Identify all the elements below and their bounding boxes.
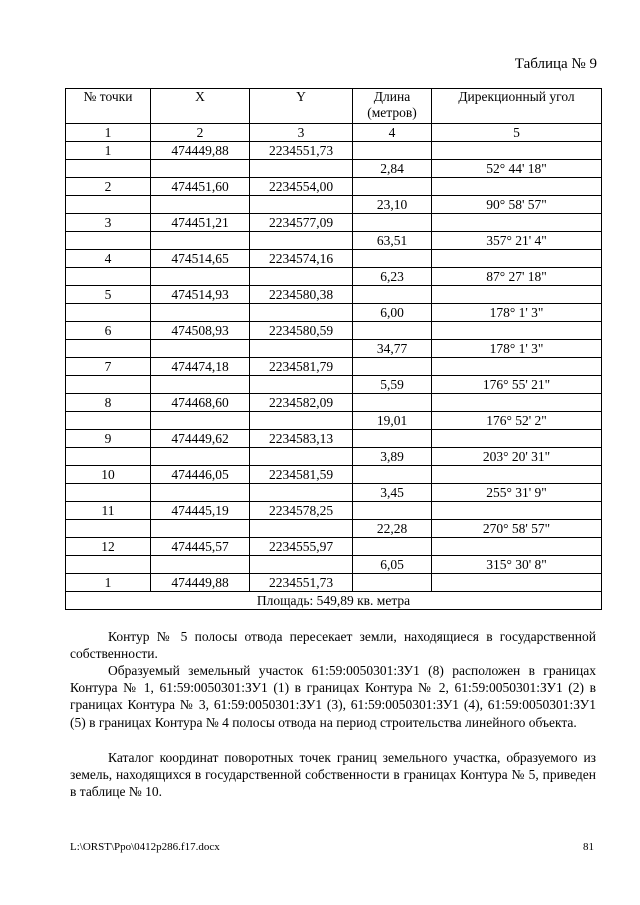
empty-cell <box>432 322 602 340</box>
point-number: 11 <box>66 502 151 520</box>
empty-cell <box>66 448 151 466</box>
point-number: 9 <box>66 430 151 448</box>
point-y: 2234551,73 <box>250 574 353 592</box>
segment-length: 6,05 <box>353 556 432 574</box>
empty-cell <box>250 556 353 574</box>
column-number: 4 <box>353 124 432 142</box>
area-row <box>66 592 602 610</box>
paragraph-land-plot: Образуемый земельный участок 61:59:0050301:ЗУ1 (8) расположен в границах Контура № 1, 61:59:0050301:ЗУ1 (1) в границах Контура № 2, 61:59:0050301:ЗУ1 (2) в границах Контура № 3, 61:59:0050301:ЗУ1 (3), 61:59:0050301:ЗУ1 (4), 61:59:0050301:ЗУ1 (5) в границах Контура № 4 полосы отвода на период строительства линейного объекта. <box>70 663 596 730</box>
empty-cell <box>66 196 151 214</box>
paragraph-catalog: Каталог координат поворотных точек границ земельного участка, образуемого из земель, находящихся в государственной собственности в границах Контура № 5, приведен в таблице № 10. <box>70 750 596 800</box>
point-x: 474508,93 <box>151 322 250 340</box>
point-number: 5 <box>66 286 151 304</box>
segment-length: 2,84 <box>353 160 432 178</box>
segment-row <box>66 196 602 214</box>
empty-cell <box>66 160 151 178</box>
segment-angle: 357° 21' 4" <box>432 232 602 250</box>
empty-cell <box>432 178 602 196</box>
point-row <box>66 538 602 556</box>
column-number: 1 <box>66 124 151 142</box>
point-number: 8 <box>66 394 151 412</box>
segment-row <box>66 304 602 322</box>
segment-length: 6,00 <box>353 304 432 322</box>
column-header: Дирекционный угол <box>432 89 602 124</box>
empty-cell <box>250 520 353 538</box>
point-x: 474445,19 <box>151 502 250 520</box>
point-x: 474514,65 <box>151 250 250 268</box>
empty-cell <box>151 304 250 322</box>
point-row <box>66 286 602 304</box>
point-number: 1 <box>66 574 151 592</box>
empty-cell <box>250 340 353 358</box>
empty-cell <box>353 358 432 376</box>
footer-page-number: 81 <box>583 841 594 853</box>
point-x: 474446,05 <box>151 466 250 484</box>
table-title: Таблица № 9 <box>514 56 597 72</box>
empty-cell <box>353 322 432 340</box>
point-row <box>66 394 602 412</box>
point-row <box>66 466 602 484</box>
point-row <box>66 358 602 376</box>
empty-cell <box>151 448 250 466</box>
empty-cell <box>353 178 432 196</box>
column-number-row <box>66 124 602 142</box>
point-number: 4 <box>66 250 151 268</box>
point-x: 474449,88 <box>151 574 250 592</box>
empty-cell <box>432 466 602 484</box>
empty-cell <box>151 196 250 214</box>
empty-cell <box>151 232 250 250</box>
empty-cell <box>432 430 602 448</box>
empty-cell <box>151 340 250 358</box>
column-number: 5 <box>432 124 602 142</box>
column-header: Y <box>250 89 353 124</box>
point-x: 474451,21 <box>151 214 250 232</box>
segment-row <box>66 484 602 502</box>
column-number: 3 <box>250 124 353 142</box>
empty-cell <box>250 160 353 178</box>
empty-cell <box>353 214 432 232</box>
point-x: 474514,93 <box>151 286 250 304</box>
segment-angle: 176° 55' 21" <box>432 376 602 394</box>
empty-cell <box>250 412 353 430</box>
area-cell: Площадь: 549,89 кв. метра <box>66 592 602 610</box>
empty-cell <box>151 376 250 394</box>
point-row <box>66 574 602 592</box>
point-y: 2234554,00 <box>250 178 353 196</box>
segment-angle: 270° 58' 57" <box>432 520 602 538</box>
segment-angle: 178° 1' 3" <box>432 340 602 358</box>
point-number: 3 <box>66 214 151 232</box>
empty-cell <box>66 376 151 394</box>
point-number: 1 <box>66 142 151 160</box>
point-y: 2234582,09 <box>250 394 353 412</box>
empty-cell <box>151 520 250 538</box>
empty-cell <box>353 286 432 304</box>
footer-file-path: L:\ORST\Ppo\0412p286.f17.docx <box>70 841 220 853</box>
empty-cell <box>66 484 151 502</box>
point-y: 2234581,79 <box>250 358 353 376</box>
empty-cell <box>432 286 602 304</box>
empty-cell <box>250 196 353 214</box>
empty-cell <box>432 574 602 592</box>
segment-length: 3,45 <box>353 484 432 502</box>
point-y: 2234583,13 <box>250 430 353 448</box>
point-y: 2234555,97 <box>250 538 353 556</box>
point-number: 2 <box>66 178 151 196</box>
coordinates-table-body <box>66 142 602 592</box>
empty-cell <box>250 268 353 286</box>
empty-cell <box>66 340 151 358</box>
point-number: 10 <box>66 466 151 484</box>
segment-angle: 255° 31' 9" <box>432 484 602 502</box>
column-header: Длина (метров) <box>353 89 432 124</box>
empty-cell <box>66 232 151 250</box>
point-y: 2234578,25 <box>250 502 353 520</box>
empty-cell <box>66 412 151 430</box>
point-y: 2234577,09 <box>250 214 353 232</box>
empty-cell <box>250 232 353 250</box>
empty-cell <box>353 394 432 412</box>
empty-cell <box>432 142 602 160</box>
segment-length: 34,77 <box>353 340 432 358</box>
point-x: 474449,88 <box>151 142 250 160</box>
empty-cell <box>66 520 151 538</box>
segment-length: 3,89 <box>353 448 432 466</box>
empty-cell <box>353 142 432 160</box>
empty-cell <box>250 376 353 394</box>
empty-cell <box>353 430 432 448</box>
segment-length: 63,51 <box>353 232 432 250</box>
empty-cell <box>151 160 250 178</box>
point-y: 2234580,38 <box>250 286 353 304</box>
empty-cell <box>353 574 432 592</box>
column-header: № точки <box>66 89 151 124</box>
segment-row <box>66 160 602 178</box>
empty-cell <box>432 358 602 376</box>
segment-length: 23,10 <box>353 196 432 214</box>
segment-length: 6,23 <box>353 268 432 286</box>
segment-row <box>66 268 602 286</box>
paragraph-contour-5: Контур № 5 полосы отвода пересекает земли, находящиеся в государственной собственности. <box>70 629 596 662</box>
segment-angle: 315° 30' 8" <box>432 556 602 574</box>
point-number: 12 <box>66 538 151 556</box>
point-x: 474449,62 <box>151 430 250 448</box>
point-row <box>66 502 602 520</box>
empty-cell <box>432 250 602 268</box>
empty-cell <box>250 484 353 502</box>
point-x: 474445,57 <box>151 538 250 556</box>
point-x: 474451,60 <box>151 178 250 196</box>
empty-cell <box>66 268 151 286</box>
point-x: 474474,18 <box>151 358 250 376</box>
point-y: 2234580,59 <box>250 322 353 340</box>
empty-cell <box>353 466 432 484</box>
point-number: 7 <box>66 358 151 376</box>
segment-row <box>66 520 602 538</box>
segment-length: 19,01 <box>353 412 432 430</box>
point-row <box>66 322 602 340</box>
empty-cell <box>250 448 353 466</box>
empty-cell <box>250 304 353 322</box>
column-number: 2 <box>151 124 250 142</box>
point-row <box>66 214 602 232</box>
empty-cell <box>151 484 250 502</box>
segment-row <box>66 376 602 394</box>
empty-cell <box>151 412 250 430</box>
empty-cell <box>432 214 602 232</box>
segment-row <box>66 448 602 466</box>
empty-cell <box>353 502 432 520</box>
empty-cell <box>432 394 602 412</box>
segment-length: 5,59 <box>353 376 432 394</box>
column-header: X <box>151 89 250 124</box>
empty-cell <box>432 538 602 556</box>
point-y: 2234574,16 <box>250 250 353 268</box>
empty-cell <box>66 556 151 574</box>
point-x: 474468,60 <box>151 394 250 412</box>
segment-row <box>66 232 602 250</box>
point-row <box>66 250 602 268</box>
segment-angle: 176° 52' 2" <box>432 412 602 430</box>
segment-angle: 52° 44' 18" <box>432 160 602 178</box>
empty-cell <box>353 250 432 268</box>
table-header-row <box>66 89 602 124</box>
empty-cell <box>66 304 151 322</box>
point-row <box>66 178 602 196</box>
point-number: 6 <box>66 322 151 340</box>
point-row <box>66 142 602 160</box>
segment-row <box>66 412 602 430</box>
empty-cell <box>353 538 432 556</box>
segment-angle: 203° 20' 31" <box>432 448 602 466</box>
point-row <box>66 430 602 448</box>
point-y: 2234581,59 <box>250 466 353 484</box>
segment-angle: 90° 58' 57" <box>432 196 602 214</box>
segment-angle: 87° 27' 18" <box>432 268 602 286</box>
empty-cell <box>151 268 250 286</box>
segment-row <box>66 556 602 574</box>
empty-cell <box>151 556 250 574</box>
segment-row <box>66 340 602 358</box>
segment-angle: 178° 1' 3" <box>432 304 602 322</box>
coordinates-table <box>65 88 602 610</box>
empty-cell <box>432 502 602 520</box>
point-y: 2234551,73 <box>250 142 353 160</box>
segment-length: 22,28 <box>353 520 432 538</box>
